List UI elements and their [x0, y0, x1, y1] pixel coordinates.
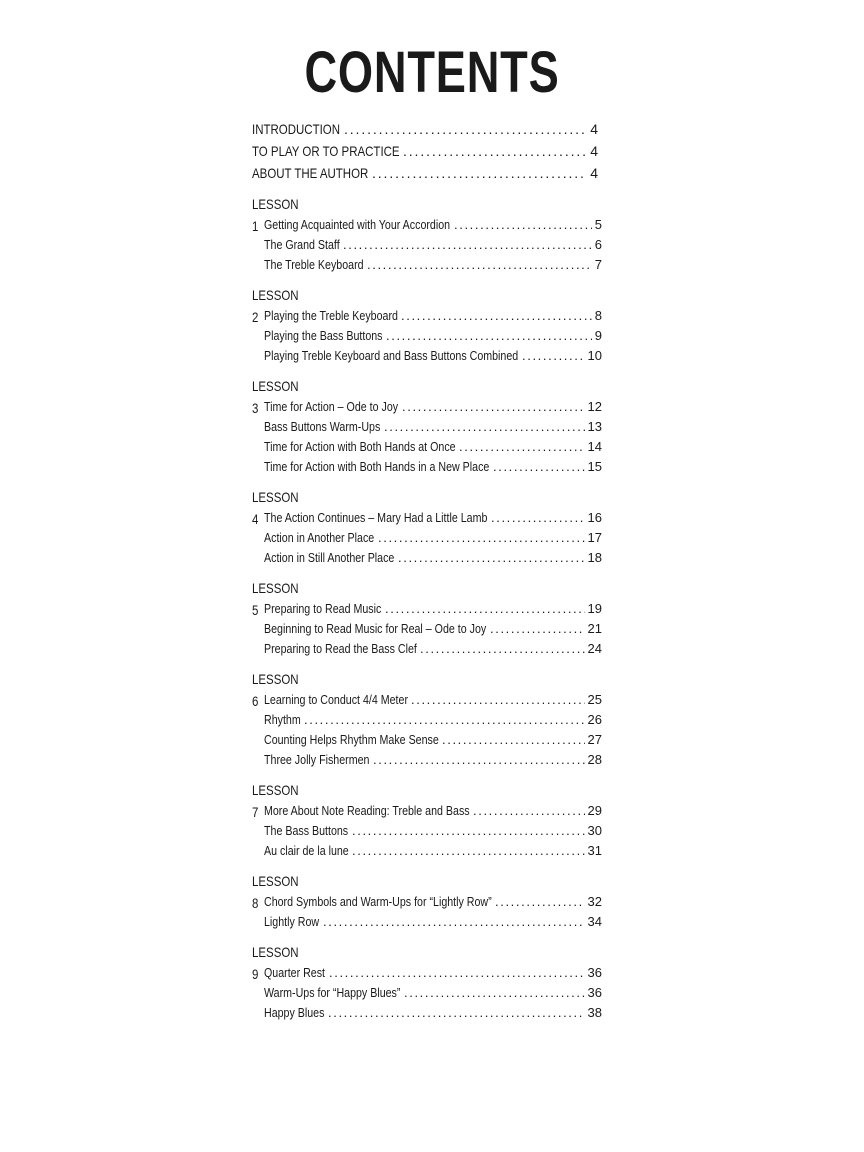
leader-dots — [493, 457, 585, 477]
toc-entry-page: 38 — [587, 1005, 602, 1020]
toc-entry-title: Bass Buttons Warm-Ups — [264, 419, 381, 434]
toc-entry[interactable] — [252, 508, 602, 528]
leader-dots — [328, 1003, 585, 1023]
leader-dots — [372, 162, 587, 184]
toc-entry[interactable] — [252, 983, 602, 1003]
toc-entry-title: Counting Helps Rhythm Make Sense — [264, 732, 439, 747]
toc-entry[interactable] — [252, 528, 602, 548]
toc-entry[interactable] — [252, 690, 602, 710]
lesson-heading: LESSON 5 — [252, 580, 299, 618]
toc-entry[interactable] — [252, 457, 602, 477]
toc-entry[interactable] — [252, 750, 602, 770]
toc-entry-page: 8 — [594, 308, 602, 323]
toc-entry[interactable] — [252, 417, 602, 437]
toc-entry-title: Preparing to Read Music — [264, 601, 382, 616]
leader-dots — [386, 326, 592, 346]
lesson-heading: LESSON 8 — [252, 873, 299, 911]
lesson-section-9 — [252, 941, 602, 1023]
lesson-section-3 — [252, 375, 602, 477]
lesson-heading: LESSON 2 — [252, 287, 299, 325]
leader-dots — [490, 619, 585, 639]
toc-entry[interactable] — [252, 1003, 602, 1023]
toc-entry-title: Action in Another Place — [264, 530, 375, 545]
toc-entry-page: 4 — [590, 121, 598, 137]
toc-entry-page: 27 — [587, 732, 602, 747]
toc-entry-page: 31 — [587, 843, 602, 858]
toc-entry-page: 18 — [587, 550, 602, 565]
toc-entry[interactable] — [252, 548, 602, 568]
toc-entry-page: 7 — [594, 257, 602, 272]
toc-entry-page: 25 — [587, 692, 602, 707]
toc-entry-title: Time for Action with Both Hands at Once — [264, 439, 456, 454]
toc-entry-title: Quarter Rest — [264, 965, 326, 980]
toc-entry-page: 16 — [587, 510, 602, 525]
lesson-section-6 — [252, 668, 602, 770]
toc-entry[interactable] — [252, 397, 602, 417]
leader-dots — [442, 730, 585, 750]
toc-entry-title: Happy Blues — [264, 1005, 325, 1020]
toc-entry[interactable] — [252, 639, 602, 659]
toc-entry-page: 14 — [587, 439, 602, 454]
leader-dots — [367, 255, 592, 275]
toc-entry[interactable] — [252, 255, 602, 275]
leader-dots — [403, 140, 587, 162]
lesson-section-7 — [252, 779, 602, 861]
leader-dots — [459, 437, 585, 457]
toc-entry-title: TO PLAY OR TO PRACTICE — [252, 143, 400, 159]
toc-entry-page: 4 — [590, 143, 598, 159]
toc-entry-title: The Treble Keyboard — [264, 257, 364, 272]
toc-entry[interactable] — [252, 963, 602, 983]
leader-dots — [411, 690, 585, 710]
lesson-heading: LESSON 9 — [252, 944, 299, 982]
toc-entry-title: ABOUT THE AUTHOR — [252, 165, 369, 181]
toc-entry-page: 4 — [590, 165, 598, 181]
leader-dots — [401, 306, 592, 326]
leader-dots — [344, 118, 587, 140]
toc-entry-title: Preparing to Read the Bass Clef — [264, 641, 417, 656]
leader-dots — [404, 983, 585, 1003]
toc-entry-introduction[interactable] — [252, 118, 602, 140]
lesson-section-1 — [252, 193, 602, 275]
leader-dots — [323, 912, 585, 932]
toc-entry[interactable] — [252, 215, 602, 235]
toc-entry[interactable] — [252, 437, 602, 457]
lesson-section-5 — [252, 577, 602, 659]
toc-entry-title: Playing Treble Keyboard and Bass Buttons Combined — [264, 348, 519, 363]
lesson-section-8 — [252, 870, 602, 932]
toc-entry-page: 24 — [587, 641, 602, 656]
lesson-section-4 — [252, 486, 602, 568]
toc-entry-page: 29 — [587, 803, 602, 818]
lesson-heading: LESSON 7 — [252, 782, 299, 820]
toc-entry[interactable] — [252, 801, 602, 821]
toc-entry-title: More About Note Reading: Treble and Bass — [264, 803, 470, 818]
leader-dots — [398, 548, 585, 568]
toc-entry[interactable] — [252, 599, 602, 619]
toc-entry-title: INTRODUCTION — [252, 121, 341, 137]
toc-entry-title: Three Jolly Fishermen — [264, 752, 370, 767]
lesson-heading: LESSON 4 — [252, 489, 299, 527]
toc-entry[interactable] — [252, 710, 602, 730]
toc-entry-page: 6 — [594, 237, 602, 252]
leader-dots — [473, 801, 585, 821]
leader-dots — [378, 528, 585, 548]
toc-entry-title: The Bass Buttons — [264, 823, 349, 838]
toc-entry-about-the-author[interactable] — [252, 162, 602, 184]
leader-dots — [491, 508, 585, 528]
toc-entry[interactable] — [252, 306, 602, 326]
toc-entry[interactable] — [252, 730, 602, 750]
toc-entry-page: 36 — [587, 965, 602, 980]
toc-entry-to-play-or-to-practice[interactable] — [252, 140, 602, 162]
leader-dots — [343, 235, 592, 255]
toc-entry[interactable] — [252, 346, 602, 366]
toc-entry-title: Au clair de la lune — [264, 843, 349, 858]
toc-entry-page: 28 — [587, 752, 602, 767]
toc-entry-title: Rhythm — [264, 712, 301, 727]
toc-entry-page: 15 — [587, 459, 602, 474]
toc-entry-page: 5 — [594, 217, 602, 232]
toc-entry-title: Learning to Conduct 4/4 Meter — [264, 692, 408, 707]
leader-dots — [420, 639, 585, 659]
toc-entry-title: The Grand Staff — [264, 237, 340, 252]
leader-dots — [385, 599, 585, 619]
leader-dots — [352, 841, 585, 861]
leader-dots — [384, 417, 585, 437]
toc-entry[interactable] — [252, 326, 602, 346]
toc-entry-page: 10 — [587, 348, 602, 363]
toc-entry-title: The Action Continues – Mary Had a Little Lamb — [264, 510, 488, 525]
toc-entry-title: Action in Still Another Place — [264, 550, 395, 565]
leader-dots — [329, 963, 585, 983]
toc-entry-title: Warm-Ups for “Happy Blues” — [264, 985, 401, 1000]
toc-entry-page: 13 — [587, 419, 602, 434]
toc-entry-title: Time for Action with Both Hands in a New Place — [264, 459, 490, 474]
toc-entry-page: 17 — [587, 530, 602, 545]
toc-entry-title: Lightly Row — [264, 914, 320, 929]
toc-entry[interactable] — [252, 841, 602, 861]
toc-entry[interactable] — [252, 912, 602, 932]
toc-entry-title: Playing the Bass Buttons — [264, 328, 383, 343]
toc-entry-page: 9 — [594, 328, 602, 343]
toc-entry-page: 36 — [587, 985, 602, 1000]
toc-entry-page: 26 — [587, 712, 602, 727]
leader-dots — [495, 892, 585, 912]
toc-entry[interactable] — [252, 892, 602, 912]
toc-entry-page: 21 — [587, 621, 602, 636]
table-of-contents — [252, 118, 602, 1023]
toc-entry[interactable] — [252, 235, 602, 255]
leader-dots — [522, 346, 585, 366]
page-title: CONTENTS — [304, 40, 560, 105]
toc-entry[interactable] — [252, 619, 602, 639]
lesson-heading: LESSON 6 — [252, 671, 299, 709]
lesson-heading: LESSON 3 — [252, 378, 299, 416]
leader-dots — [373, 750, 585, 770]
toc-entry[interactable] — [252, 821, 602, 841]
leader-dots — [454, 215, 592, 235]
toc-entry-page: 12 — [587, 399, 602, 414]
lesson-section-2 — [252, 284, 602, 366]
toc-entry-page: 32 — [587, 894, 602, 909]
leader-dots — [304, 710, 585, 730]
toc-entry-title: Chord Symbols and Warm-Ups for “Lightly Row” — [264, 894, 492, 909]
toc-entry-title: Getting Acquainted with Your Accordion — [264, 217, 451, 232]
toc-entry-title: Playing the Treble Keyboard — [264, 308, 398, 323]
leader-dots — [352, 821, 585, 841]
toc-entry-title: Time for Action – Ode to Joy — [264, 399, 399, 414]
leader-dots — [402, 397, 585, 417]
toc-entry-page: 30 — [587, 823, 602, 838]
toc-entry-title: Beginning to Read Music for Real – Ode to Joy — [264, 621, 487, 636]
lesson-heading: LESSON 1 — [252, 196, 299, 234]
front-matter-list — [252, 118, 602, 184]
toc-entry-page: 19 — [587, 601, 602, 616]
toc-entry-page: 34 — [587, 914, 602, 929]
